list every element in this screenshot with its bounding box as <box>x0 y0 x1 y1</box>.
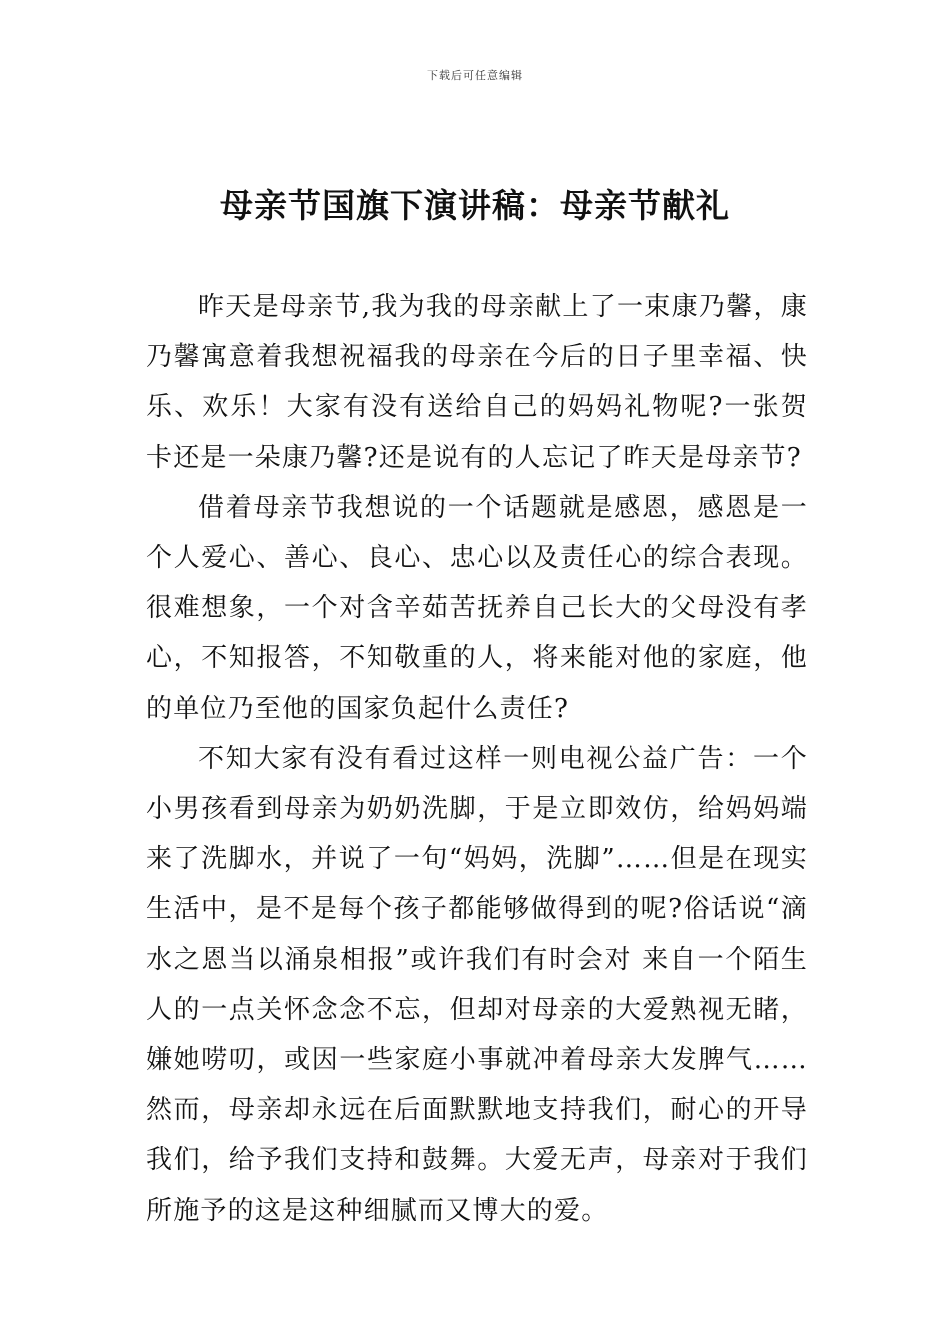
header-note: 下载后可任意编辑 <box>427 69 523 82</box>
paragraph-1: 昨天是母亲节,我为我的母亲献上了一束康乃馨，康乃馨寓意着我想祝福我的母亲在今后的日子里幸福、快乐、欢乐！大家有没有送给自己的妈妈礼物呢?一张贺卡还是一朵康乃馨?还是说有的人忘记了昨天是母亲节? <box>146 292 808 473</box>
paragraph-3: 不知大家有没有看过这样一则电视公益广告：一个小男孩看到母亲为奶奶洗脚，于是立即效仿，给妈妈端来了洗脚水，并说了一句“妈妈，洗脚”……但是在现实生活中，是不是每个孩子都能够做得到的呢?俗话说“滴水之恩当以涌泉相报”或许我们有时会对 来自一个陌生人的一点关怀念念不忘，但却对母亲的大爱熟视无睹，嫌她唠叨，或因一些家庭小事就冲着母亲大发脾气……然而，母亲却永远在后面默默地支持我们，耐心的开导我们，给予我们支持和鼓舞。大爱无声，母亲对于我们所施予的这是这种细腻而又博大的爱。 <box>146 743 808 1226</box>
paragraph-2: 借着母亲节我想说的一个话题就是感恩，感恩是一个人爱心、善心、良心、忠心以及责任心的综合表现。很难想象，一个对含辛茹苦抚养自己长大的父母没有孝心，不知报答，不知敬重的人，将来能对他的家庭，他的单位乃至他的国家负起什么责任? <box>146 492 808 724</box>
document-body <box>146 282 808 1236</box>
document-title: 母亲节国旗下演讲稿：母亲节献礼 <box>220 186 730 225</box>
